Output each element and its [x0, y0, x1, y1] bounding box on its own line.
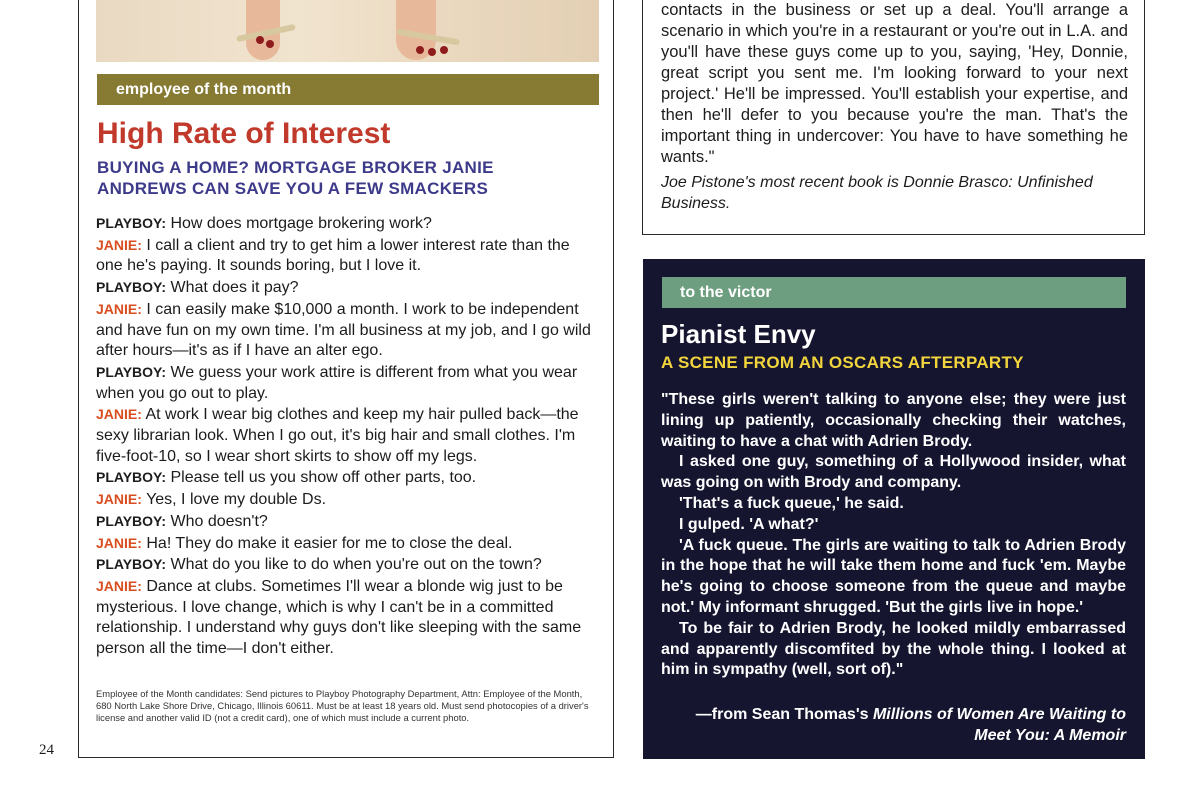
victor-subhead: A SCENE FROM AN OSCARS AFTERPARTY — [661, 353, 1024, 372]
interview-text: Yes, I love my double Ds. — [146, 491, 327, 509]
page-number: 24 — [39, 742, 54, 758]
photo-toe — [440, 46, 448, 54]
story-paragraph: I asked one guy, something of a Hollywood insider, what was going on with Brody and company. — [661, 453, 1126, 492]
interview-line — [96, 277, 600, 299]
interview-text: How does mortgage brokering work? — [170, 215, 432, 232]
interviewee-label: JANIE: — [96, 577, 142, 594]
interviewee-label: JANIE: — [96, 491, 142, 508]
interviewee-label: JANIE: — [96, 236, 142, 253]
interview-line — [96, 362, 600, 404]
interviewer-label: PLAYBOY: — [96, 279, 167, 296]
interview-text: Ha! They do make it easier for me to close the deal. — [146, 534, 513, 552]
interview-line — [96, 489, 600, 511]
photo-toe — [266, 40, 274, 48]
victor-story — [661, 390, 1126, 681]
interviewee-label: JANIE: — [96, 300, 142, 317]
photo-toe — [428, 48, 436, 56]
victor-headline: Pianist Envy — [661, 319, 816, 349]
story-paragraph: To be fair to Adrien Brody, he looked mildly embarrassed and apparently discomfited by the whole thing. I looked at him in sympathy (well, sort of)." — [661, 619, 1126, 679]
interview-text: Dance at clubs. Sometimes I'll wear a blonde wig just to be mysterious. I love change, which is why I can't be in a committed relationship. I understand why guys don't like sleeping with the same person all the time—I don't either. — [96, 577, 582, 658]
interviewee-label: JANIE: — [96, 534, 142, 551]
brasco-text — [661, 0, 1128, 168]
story-paragraph: 'That's a fuck queue,' he said. — [679, 494, 904, 512]
interview-line — [96, 299, 600, 362]
interview-text: I can easily make $10,000 a month. I work to be independent and have fun on my own time. I'm all business at my job, and I go wild after hours—it's as if I have an alter ego. — [96, 300, 591, 360]
credit-book-title: Millions of Women Are Waiting to Meet You: A Memoir — [872, 706, 1126, 744]
section-label-victor: to the victor — [662, 277, 1126, 308]
interview-line — [96, 467, 600, 489]
interview-text: Who doesn't? — [170, 512, 268, 530]
employee-subhead: BUYING A HOME? MORTGAGE BROKER JANIE ANDREWS CAN SAVE YOU A FEW SMACKERS — [97, 158, 494, 198]
victor-credit — [661, 704, 1126, 746]
employee-headline: High Rate of Interest — [97, 117, 391, 150]
photo-toe — [256, 36, 264, 44]
interview-line — [96, 533, 600, 555]
story-paragraph: "These girls weren't talking to anyone else; they were just lining up patiently, occasionally checking their watches, waiting to have a chat with Adrien Brody. — [661, 391, 1126, 450]
interview-text: At work I wear big clothes and keep my hair pulled back—the sexy librarian look. When I go out, it's big hair and small clothes. I'm five-foot-10, so I wear short skirts to show off my legs. — [96, 406, 579, 465]
interviewer-label: PLAYBOY: — [96, 556, 167, 573]
interview-body — [96, 213, 600, 660]
story-paragraph: 'A fuck queue. The girls are waiting to talk to Adrien Brody in the hope that he will take them home and fuck 'em. Maybe he's going to choose someone from the queue and maybe not.' My informant shrugged. 'But the girls live in hope.' — [661, 536, 1126, 616]
interviewer-label: PLAYBOY: — [96, 215, 167, 231]
interview-line — [96, 235, 600, 277]
interview-text: Please tell us you show off other parts, too. — [170, 469, 477, 487]
interview-text: We guess your work attire is different from what you wear when you go out to play. — [96, 363, 578, 402]
interviewee-label: JANIE: — [96, 406, 142, 423]
section-label-employee: employee of the month — [97, 74, 599, 105]
interview-text: What does it pay? — [170, 279, 299, 297]
interview-line — [96, 554, 600, 576]
interview-text: I call a client and try to get him a lower interest rate than the one he's paying. It sounds boring, but I love it. — [96, 236, 570, 275]
interview-line — [96, 213, 600, 235]
interview-line — [96, 511, 600, 533]
interviewer-label: PLAYBOY: — [96, 512, 167, 529]
interview-text: What do you like to do when you're out on the town? — [170, 556, 542, 574]
feet-photo — [96, 0, 599, 62]
credit-prefix: —from Sean Thomas's — [695, 706, 873, 723]
interviewer-label: PLAYBOY: — [96, 469, 167, 486]
interview-line — [96, 404, 600, 467]
interviewer-label: PLAYBOY: — [96, 363, 167, 380]
story-paragraph: I gulped. 'A what?' — [679, 515, 819, 533]
brasco-paragraph: contacts in the business or set up a deal. You'll arrange a scenario in which you're in a restaurant or you're out in L.A. and you'll have these guys come up to you, saying, 'Hey, Donnie, great script you sent me. I'm looking forward to your next project.' He'll be impressed. You'll establish your expertise, and then he'll defer to you because you're the man. That's the important thing in undercover: You have to have something he wants." — [661, 1, 1128, 166]
submission-footnote: Employee of the Month candidates: Send pictures to Playboy Photography Department, Attn: Employee of the Month, 680 North Lake Shore Drive, Chicago, Illinois 60611. Must be at least 18 years old. Must send photocopies of a driver's license and another valid ID (not a credit card), one of which must include a current photo. — [96, 688, 589, 723]
interview-line — [96, 576, 600, 660]
photo-toe — [416, 46, 424, 54]
brasco-byline: Joe Pistone's most recent book is Donnie Brasco: Unfinished Business. — [661, 174, 1093, 212]
